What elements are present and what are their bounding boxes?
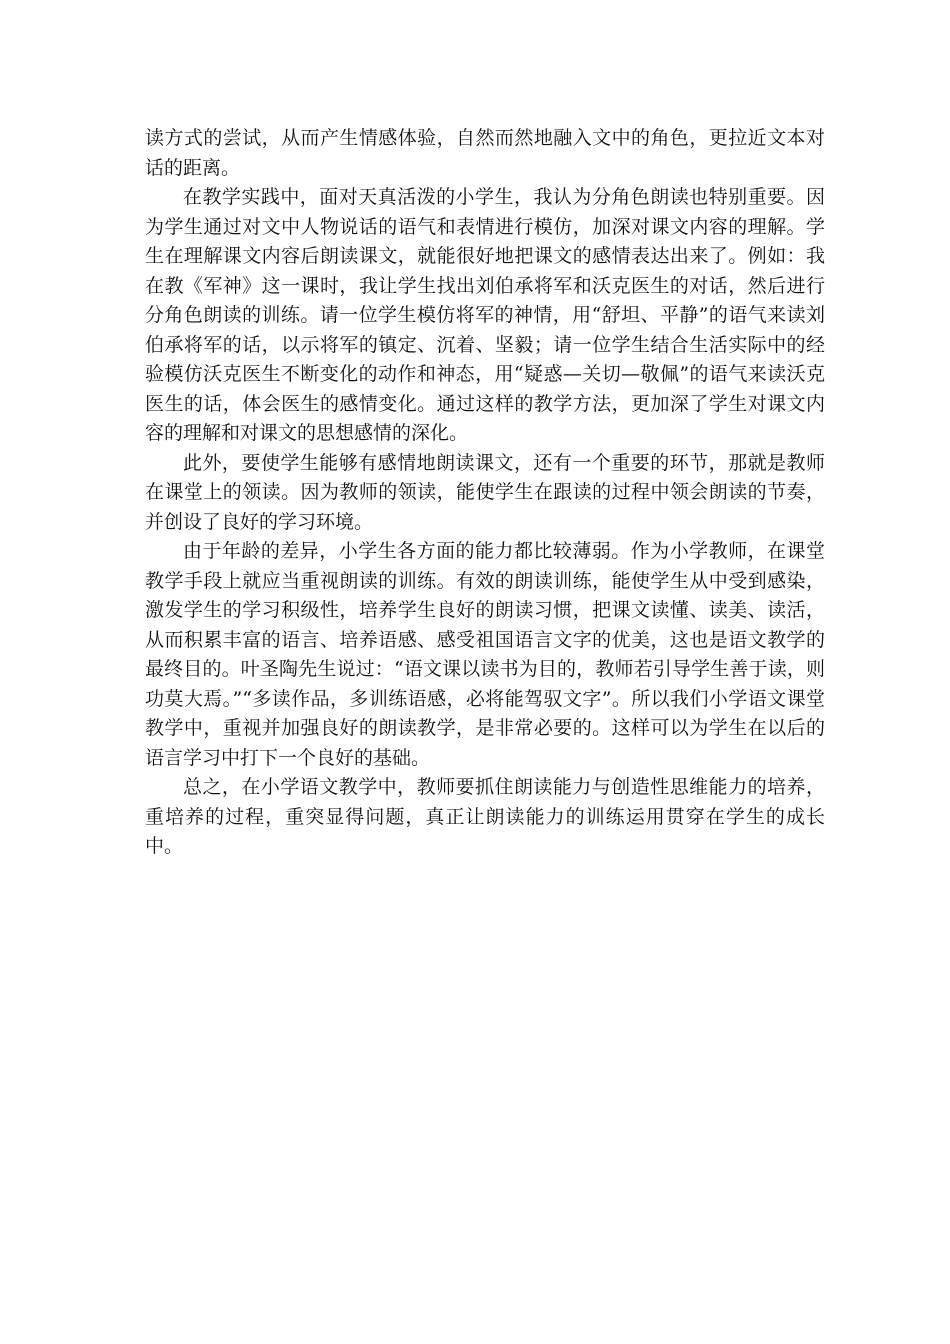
paragraph-teacher-lead-reading: 此外，要使学生能够有感情地朗读课文，还有一个重要的环节，那就是教师在课堂上的领读。因为教师的领读，能使学生在跟读的过程中领会朗读的节奏，并创设了良好的学习环境。 (145, 451, 825, 533)
document-body (145, 124, 825, 862)
paragraph-conclusion: 总之，在小学语文教学中，教师要抓住朗读能力与创造性思维能力的培养，重培养的过程，重突显得问题，真正让朗读能力的训练运用贯穿在学生的成长中。 (145, 776, 825, 857)
paragraph-reading-training: 由于年龄的差异，小学生各方面的能力都比较薄弱。作为小学教师，在课堂教学手段上就应当重视朗读的训练。有效的朗读训练，能使学生从中受到感染，激发学生的学习积级性，培养学生良好的朗读习惯，把课文读懂、读美、读活，从而积累丰富的语言、培养语感、感受祖国语言文字的优美，这也是语文教学的最终目的。叶圣陶先生说过：“语文课以读书为目的，教师若引导学生善于读，则功莫大焉。”“多读作品，多训练语感，必将能驾驭文字”。所以我们小学语文课堂教学中，重视并加强良好的朗读教学，是非常必要的。这样可以为学生在以后的语言学习中打下一个良好的基础。 (145, 540, 825, 769)
paragraph-role-reading: 在教学实践中，面对天真活泼的小学生，我认为分角色朗读也特别重要。因为学生通过对文中人物说话的语气和表情进行模仿，加深对课文内容的理解。学生在理解课文内容后朗读课文，就能很好地把课文的感情表达出来了。例如：我在教《军神》这一课时，我让学生找出刘伯承将军和沃克医生的对话，然后进行分角色朗读的训练。请一位学生模仿将军的神情，用“舒坦、平静”的语气来读刘伯承将军的话，以示将军的镇定、沉着、坚毅；请一位学生结合生活实际中的经验模仿沃克医生不断变化的动作和神态，用“疑惑—关切—敬佩”的语气来读沃克医生的话，体会医生的感情变化。通过这样的教学方法，更加深了学生对课文内容的理解和对课文的思想感情的深化。 (145, 186, 825, 444)
paragraph-continuation: 读方式的尝试，从而产生情感体验，自然而然地融入文中的角色，更拉近文本对话的距离。 (145, 127, 825, 179)
